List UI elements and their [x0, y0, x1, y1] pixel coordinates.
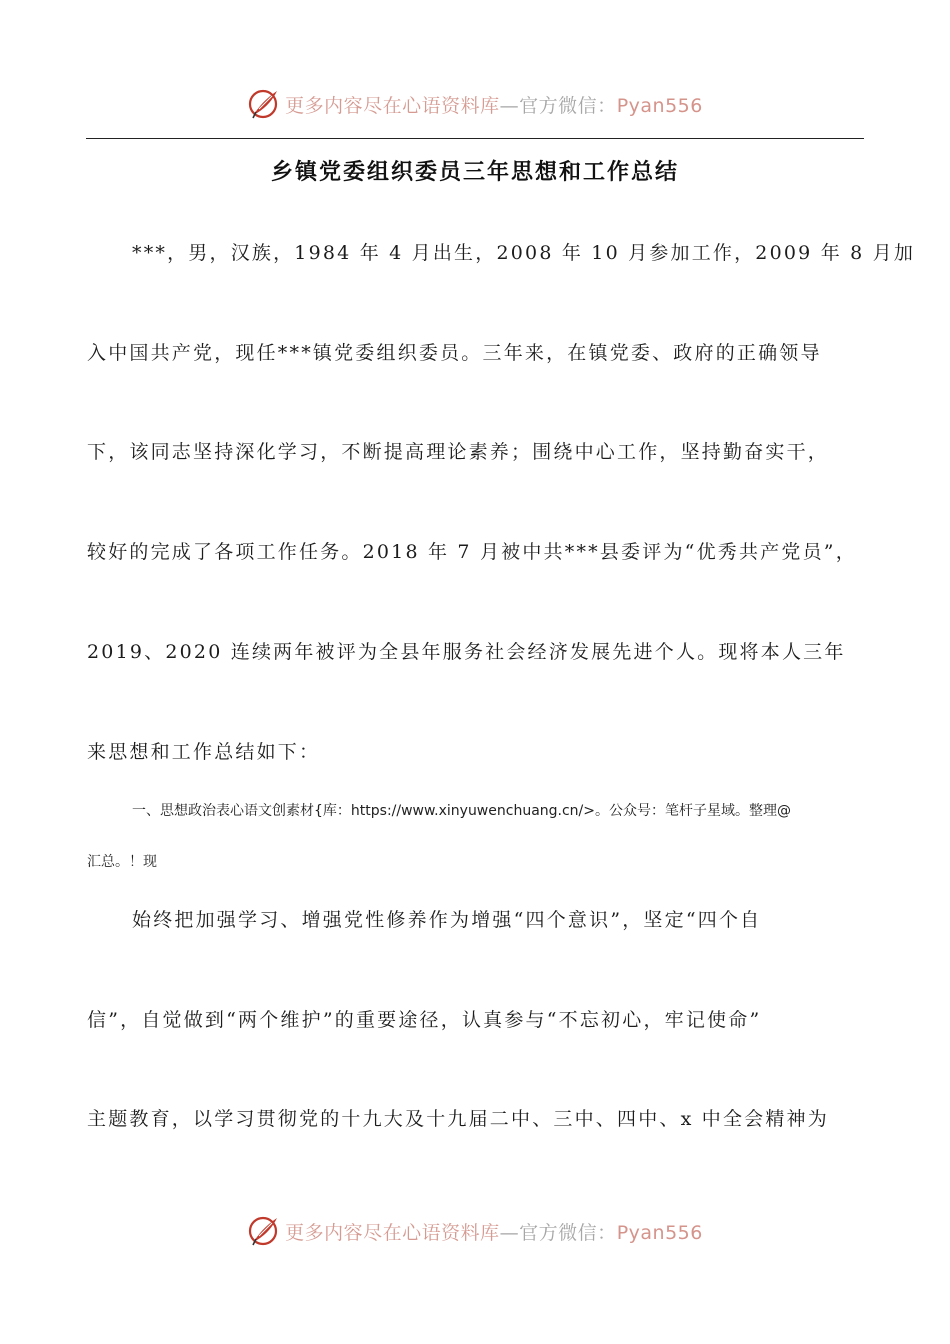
quill-pen-logo-icon	[247, 1214, 281, 1248]
section-heading-line: 一、思想政治表心语文创素材{库：https://www.xinyuwenchuang.cn/>。公众号：笔杆子星域。整理@	[132, 803, 791, 819]
section-heading-line: 汇总。！现	[87, 854, 157, 870]
header-banner	[0, 84, 950, 124]
paragraph-line: 下，该同志坚持深化学习，不断提高理论素养；围绕中心工作，坚持勤奋实干，	[87, 441, 830, 463]
banner-wechat-id: Pyan556	[616, 94, 703, 117]
banner-dash: —	[499, 1221, 520, 1244]
paragraph-line: ***，男，汉族，1984 年 4 月出生，2008 年 10 月参加工作，2009 年 8 月加	[132, 242, 916, 264]
paragraph-line: 信”，自觉做到“两个维护”的重要途径，认真参与“不忘初心，牢记使命”	[87, 1009, 762, 1031]
paragraph-line: 入中国共产党，现任***镇党委组织委员。三年来，在镇党委、政府的正确领导	[87, 342, 822, 364]
document-title: 乡镇党委组织委员三年思想和工作总结	[270, 159, 679, 185]
quill-pen-logo-icon	[247, 87, 281, 121]
footer-banner	[0, 1211, 950, 1251]
banner-wechat-id: Pyan556	[616, 1221, 703, 1244]
banner-wechat-label: 官方微信：	[519, 1221, 617, 1244]
paragraph-line: 主题教育，以学习贯彻党的十九大及十九届二中、三中、四中、x 中全会精神为	[87, 1108, 829, 1130]
paragraph-line: 来思想和工作总结如下：	[87, 741, 321, 763]
banner-dash: —	[499, 94, 520, 117]
banner-promo-text: 更多内容尽在心语资料库	[285, 94, 500, 117]
paragraph-line: 2019、2020 连续两年被评为全县年服务社会经济发展先进个人。现将本人三年	[87, 641, 846, 663]
paragraph-line: 较好的完成了各项工作任务。2018 年 7 月被中共***县委评为“优秀共产党员”，	[87, 541, 857, 563]
header-divider	[86, 138, 864, 139]
banner-promo-text: 更多内容尽在心语资料库	[285, 1221, 500, 1244]
banner-wechat-label: 官方微信：	[519, 94, 617, 117]
paragraph-line: 始终把加强学习、增强党性修养作为增强“四个意识”，坚定“四个自	[132, 909, 762, 931]
